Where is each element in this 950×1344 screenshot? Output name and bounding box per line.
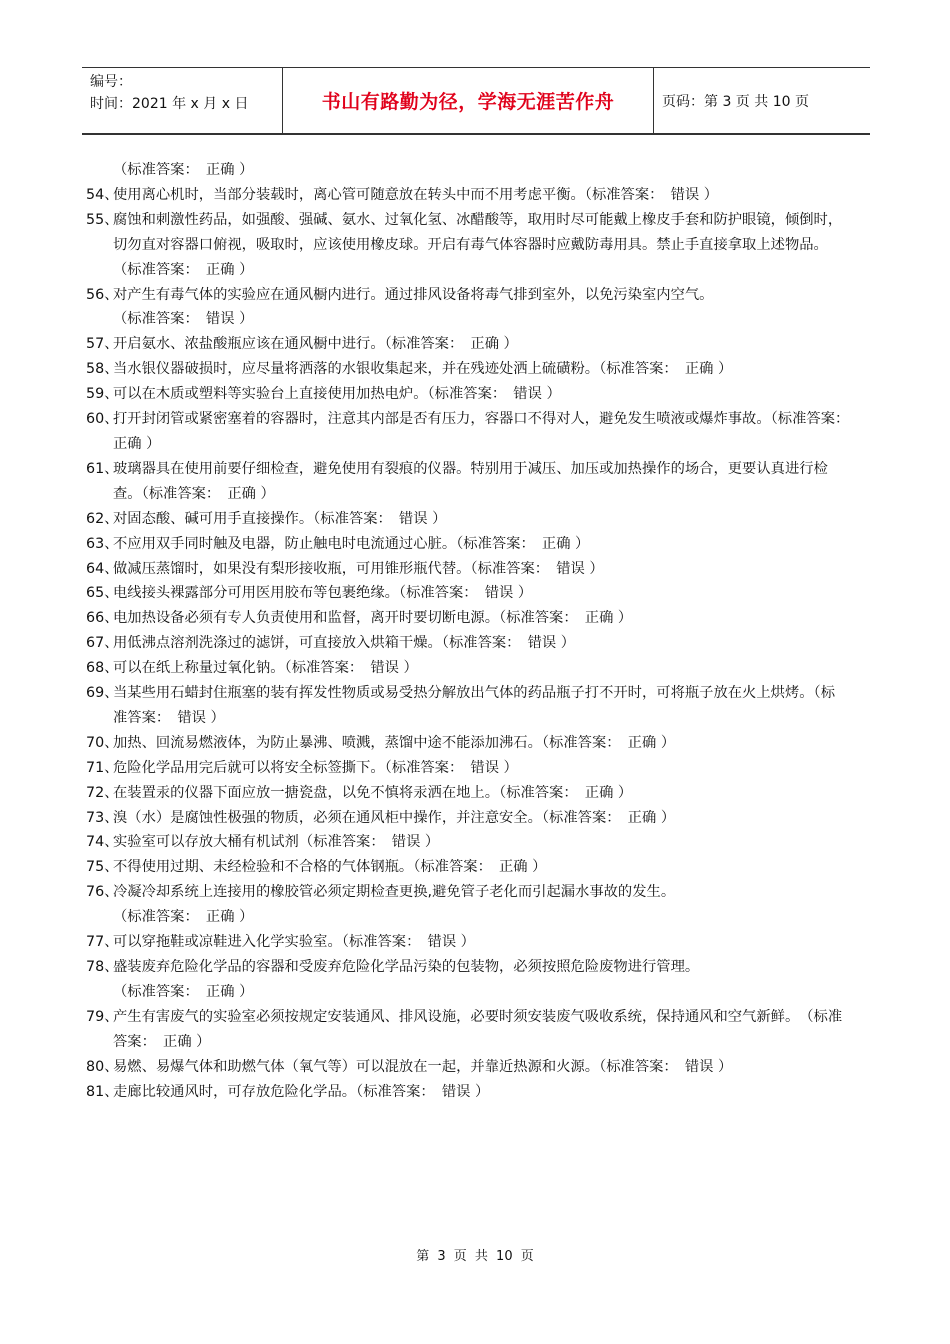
item-answer: （标准答案： 错误 ） (113, 311, 254, 328)
item-number: 75、 (86, 859, 119, 876)
list-item (86, 955, 846, 1005)
item-number: 64、 (86, 560, 119, 577)
list-item (86, 1005, 846, 1055)
item-text: 在装置汞的仪器下面应放一搪瓷盘，以免不慎将汞洒在地上。（标准答案： 正确 ） (113, 784, 633, 801)
item-text: 产生有害废气的实验室必须按规定安装通风、排风设施，必要时须安装废气吸收系统，保持通风和空气新鲜。 （标准答案： 正确 ） (113, 1008, 843, 1050)
item-text: 打开封闭管或紧密塞着的容器时，注意其内部是否有压力，容器口不得对人，避免发生喷液或爆炸事故。（标准答案： 正确 ） (113, 411, 857, 452)
item-text: 不应用双手同时触及电器，防止触电时电流通过心脏。（标准答案： 正确 ） (113, 535, 590, 552)
list-item (86, 1080, 846, 1105)
list-item (86, 457, 846, 507)
item-number: 56、 (86, 286, 119, 303)
list-item (86, 781, 846, 806)
list-item (86, 283, 846, 333)
item-number: 72、 (86, 784, 119, 801)
item-text: 使用离心机时，当部分装载时，离心管可随意放在转头中而不用考虑平衡。（标准答案： 错误 ） (113, 186, 719, 203)
item-text: 溴（水）是腐蚀性极强的物质，必须在通风柜中操作，并注意安全。（标准答案： 正确 ） (113, 809, 676, 826)
item-number: 79、 (86, 1008, 119, 1025)
item-text: 盛装废弃危险化学品的容器和受废弃危险化学品污染的包装物，必须按照危险废物进行管理。 (113, 959, 700, 975)
items-host (86, 183, 857, 1105)
item-number: 55、 (86, 211, 119, 228)
list-item (86, 681, 846, 731)
item-answer: （标准答案： 正确 ） (113, 261, 254, 278)
list-item (86, 581, 846, 606)
item-text: 对产生有毒气体的实验应在通风橱内进行。通过排风设备将毒气排到室外，以免污染室内空气。 (113, 286, 714, 303)
list-item (86, 407, 857, 457)
item-text: 用低沸点溶剂洗涤过的滤饼，可直接放入烘箱干燥。（标准答案： 错误 ） (113, 635, 576, 652)
item-number: 68、 (86, 660, 119, 677)
item-text: 电加热设备必须有专人负责使用和监督，离开时要切断电源。（标准答案： 正确 ） (113, 610, 633, 627)
list-item (86, 656, 846, 681)
lead-answer-line (86, 158, 846, 183)
item-number: 54、 (86, 186, 119, 203)
item-answer: （标准答案： 正确 ） (113, 983, 254, 1000)
item-text: 加热、回流易燃液体，为防止暴沸、喷溅，蒸馏中途不能添加沸石。（标准答案： 正确 ） (113, 734, 676, 751)
item-number: 73、 (86, 809, 119, 826)
list-item (86, 880, 846, 930)
list-item (86, 332, 846, 357)
item-number: 67、 (86, 635, 119, 652)
item-number: 65、 (86, 585, 119, 602)
item-text: 冷凝冷却系统上连接用的橡胶管必须定期检查更换,避免管子老化而引起漏水事故的发生。 (113, 884, 676, 901)
item-text: 实验室可以存放大桶有机试剂（标准答案： 错误 ） (113, 834, 440, 851)
item-number: 62、 (86, 510, 119, 527)
item-answer: （标准答案： 正确 ） (113, 909, 254, 926)
header-meta (82, 68, 282, 133)
item-text: 当某些用石蜡封住瓶塞的装有挥发性物质或易受热分解放出气体的药品瓶子打不开时，可将瓶子放在火上烘烤。（标准答案： 错误 ） (113, 685, 835, 726)
item-text: 当水银仪器破损时，应尽量将洒落的水银收集起来，并在残迹处洒上硫磺粉。（标准答案： 正确 ） (113, 361, 733, 378)
item-number: 61、 (86, 460, 119, 477)
list-item (86, 183, 846, 208)
item-text: 做减压蒸馏时，如果没有梨形接收瓶，可用锥形瓶代替。（标准答案： 错误 ） (113, 560, 604, 577)
item-number: 60、 (86, 411, 119, 428)
list-item (86, 382, 846, 407)
item-text: 对固态酸、碱可用手直接操作。（标准答案： 错误 ） (113, 510, 447, 527)
list-item (86, 930, 846, 955)
item-number: 74、 (86, 834, 119, 851)
list-item (86, 557, 846, 582)
item-text: 可以在纸上称量过氧化钠。（标准答案： 错误 ） (113, 660, 418, 677)
question-list (86, 158, 857, 1104)
item-number: 81、 (86, 1083, 119, 1100)
item-number: 66、 (86, 610, 119, 627)
list-item (86, 532, 846, 557)
item-text: 不得使用过期、未经检验和不合格的气体钢瓶。（标准答案： 正确 ） (113, 859, 547, 876)
item-text: 玻璃器具在使用前要仔细检查，避免使用有裂痕的仪器。特别用于减压、加压或加热操作的场合，更要认真进行检查。（标准答案： 正确 ） (113, 460, 828, 502)
list-item (86, 830, 846, 855)
item-number: 59、 (86, 386, 119, 403)
item-number: 58、 (86, 361, 119, 378)
item-number: 80、 (86, 1058, 119, 1075)
answer-text: （标准答案： 正确 ） (113, 162, 254, 178)
list-item (86, 208, 846, 283)
item-number: 70、 (86, 734, 119, 751)
item-text: 电线接头裸露部分可用医用胶布等包裹绝缘。（标准答案： 错误 ） (113, 585, 533, 602)
item-text: 可以在木质或塑料等实验台上直接使用加热电炉。（标准答案： 错误 ） (113, 386, 561, 403)
document-number-label: 编号： (90, 74, 132, 90)
list-item (86, 357, 846, 382)
item-text: 开启氨水、浓盐酸瓶应该在通风橱中进行。（标准答案： 正确 ） (113, 336, 518, 353)
list-item (86, 855, 846, 880)
page-footer: 第 3 页 共 10 页 (416, 1249, 534, 1264)
item-number: 63、 (86, 535, 119, 552)
item-number: 71、 (86, 759, 119, 776)
item-text: 易燃、易爆气体和助燃气体（氧气等）可以混放在一起，并靠近热源和火源。（标准答案： 错误 ） (113, 1058, 733, 1075)
list-item (86, 507, 846, 532)
item-text: 腐蚀和刺激性药品，如强酸、强碱、氨水、过氧化氢、冰醋酸等，取用时尽可能戴上橡皮手套和防护眼镜，倾倒时，切勿直对容器口俯视，吸取时，应该使用橡皮球。开启有毒气体容器时应戴防毒用具。禁止手直接拿取上述物品。 (113, 211, 843, 253)
item-number: 69、 (86, 685, 119, 702)
item-number: 76、 (86, 884, 119, 901)
item-number: 77、 (86, 934, 119, 951)
header-page-label: 页码：第 3 页 共 10 页 (662, 93, 809, 110)
list-item (86, 631, 846, 656)
list-item (86, 756, 846, 781)
item-text: 危险化学品用完后就可以将安全标签撕下。（标准答案： 错误 ） (113, 759, 518, 776)
list-item (86, 606, 846, 631)
list-item (86, 1055, 846, 1080)
item-text: 走廊比较通风时，可存放危险化学品。（标准答案： 错误 ） (113, 1083, 490, 1100)
page-header (82, 67, 870, 135)
item-number: 57、 (86, 336, 119, 353)
item-number: 78、 (86, 959, 119, 975)
item-text: 可以穿拖鞋或凉鞋进入化学实验室。（标准答案： 错误 ） (113, 934, 475, 951)
list-item (86, 731, 846, 756)
header-motto: 书山有路勤为径，学海无涯苦作舟 (282, 68, 654, 133)
document-time-label: 时间：2021 年 x 月 x 日 (90, 96, 249, 112)
list-item (86, 806, 846, 831)
